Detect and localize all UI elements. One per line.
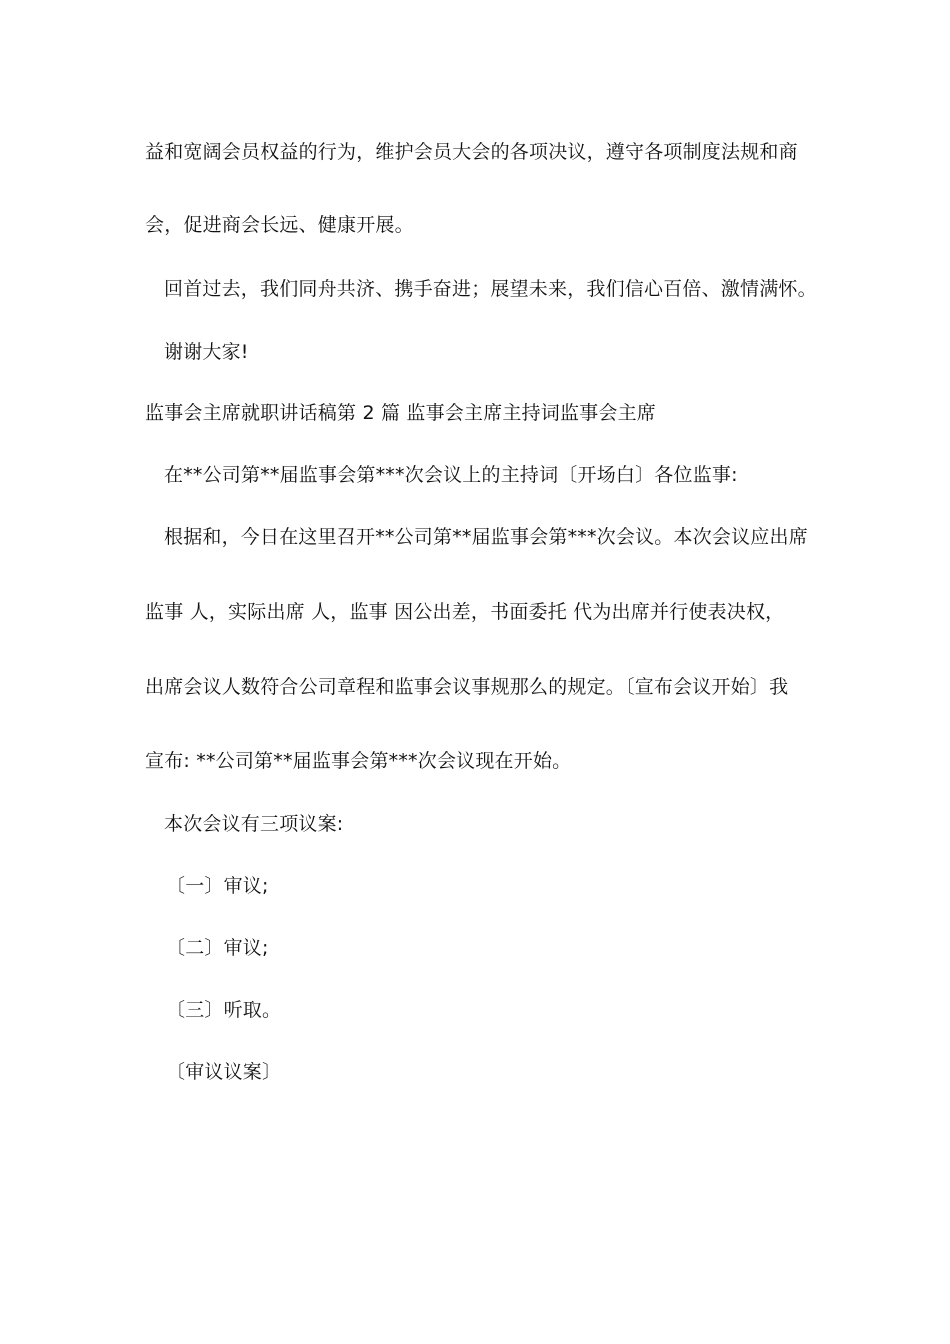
section-heading: 监事会主席就职讲话稿第 2 篇 监事会主席主持词监事会主席	[145, 402, 657, 424]
paragraph-line: 在**公司第**届监事会第***次会议上的主持词〔开场白〕各位监事:	[164, 464, 738, 486]
paragraph-line: 益和宽阔会员权益的行为，维护会员大会的各项决议，遵守各项制度法规和商	[145, 141, 798, 163]
paragraph-line: 宣布: **公司第**届监事会第***次会议现在开始。	[145, 750, 572, 772]
paragraph-line: 出席会议人数符合公司章程和监事会议事规那么的规定。〔宣布会议开始〕我	[145, 676, 789, 698]
section-marker: 〔审议议案〕	[166, 1061, 282, 1083]
list-item: 〔一〕审议;	[166, 875, 269, 897]
paragraph-line: 会，促进商会长远、健康开展。	[145, 214, 414, 236]
paragraph-line: 谢谢大家!	[164, 341, 249, 363]
paragraph-line: 根据和，今日在这里召开**公司第**届监事会第***次会议。本次会议应出席	[164, 526, 808, 548]
paragraph-line: 本次会议有三项议案:	[164, 813, 344, 835]
paragraph-line: 回首过去，我们同舟共济、携手奋进；展望未来，我们信心百倍、激情满怀。	[164, 278, 817, 300]
paragraph-line: 监事 人，实际出席 人，监事 因公出差，书面委托 代为出席并行使表决权，	[145, 601, 785, 623]
list-item: 〔二〕审议;	[166, 937, 269, 959]
list-item: 〔三〕听取。	[166, 999, 282, 1021]
